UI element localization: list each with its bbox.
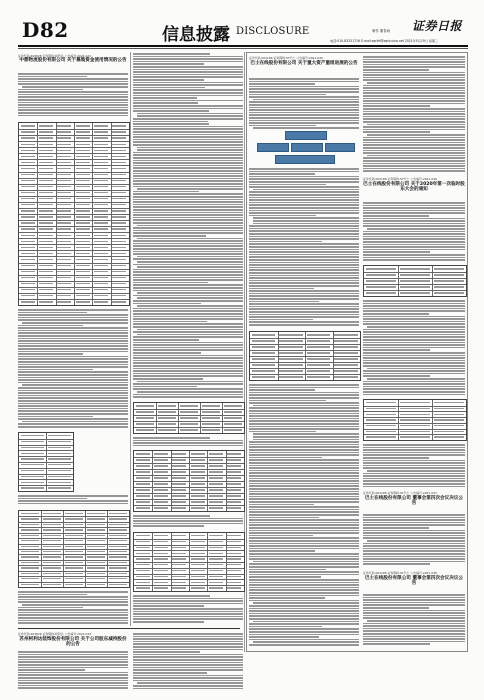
notice-body-text (18, 494, 128, 506)
page-number: D82 (22, 18, 69, 42)
diagram-node (325, 143, 355, 152)
notice-body-text (249, 383, 359, 645)
section-title-en: DISCLOSURE (236, 26, 310, 37)
notice-body-text (18, 72, 128, 118)
notice-title: 巴士在线股份有限公司 董事会第四次会议决议公告 (364, 496, 464, 507)
notice-body-text (133, 52, 243, 398)
notice-body-text (363, 201, 465, 261)
column-middle (133, 52, 243, 624)
notice-body-text (18, 308, 128, 428)
header-rule (18, 45, 468, 47)
notice-body-text (363, 513, 465, 567)
notice-title: 中都物流股份有限公司 关于募集资金使用情况的公告 (19, 58, 127, 63)
header-rule-thin (18, 48, 468, 49)
contact-line: 电话:010-83251716 E-mail:zqrb9@zqrb.sina.net 2021年5月19日 星期三 (330, 39, 439, 43)
masthead (0, 0, 484, 46)
notice-body-text (363, 593, 465, 647)
column-right-boxed (246, 52, 468, 652)
diagram-node (257, 143, 289, 152)
notice-body-text (363, 299, 465, 395)
data-table (18, 122, 130, 306)
data-table (133, 532, 245, 592)
right-inner-left (249, 55, 359, 649)
notice-body-text (133, 514, 243, 528)
bottom-rule (18, 628, 240, 629)
notice-body-text (133, 632, 243, 690)
diagram-node (285, 131, 327, 140)
bottom-notice-left (18, 632, 128, 690)
notice-body-text (249, 167, 359, 327)
data-table (133, 402, 245, 434)
notice-body-text (363, 443, 465, 487)
bottom-notice-middle (133, 632, 243, 690)
paper-logo: 证券日报 (412, 19, 463, 33)
data-table (133, 450, 245, 512)
notice-code-line: 证券代码:002188 证券简称:ST巴士 公告编号:2021-045 (249, 56, 323, 60)
notice-code-line: 证券代码:603828 证券简称:柯利达 公告编号:2021-023 (18, 54, 92, 58)
notice-title: 苏州柯利达装饰股份有限公司 关于公司股东减持股份的公告 (19, 637, 127, 648)
structure-diagram (255, 131, 353, 163)
notice-title: 巴士在线股份有限公司 董事会第四次会议决议公告 (364, 576, 464, 587)
notice-code-line: 证券代码:002188 证券简称:ST巴士 公告编号:2021-046 (363, 177, 437, 181)
column-divider (130, 52, 131, 626)
notice-code-line: 证券代码:002188 证券简称:ST巴士 公告编号:2021-047 (363, 491, 437, 495)
diagram-node (275, 155, 335, 164)
notice-body-text (363, 55, 465, 173)
notice-code-line: 证券代码:002188 证券简称:ST巴士 公告编号:2021-048 (363, 571, 437, 575)
notice-title: 巴士在线股份有限公司 关于重大资产重组进展的公告 (250, 61, 358, 66)
data-table (18, 510, 130, 588)
editor-line: 制作 董春雨 (372, 29, 391, 33)
column-left (18, 52, 128, 624)
notice-title: 巴士在线股份有限公司 关于2020年第一次临时股东大会的通知 (363, 182, 465, 193)
diagram-node (291, 143, 323, 152)
data-table (18, 432, 74, 492)
notice-body-text (133, 594, 243, 624)
notice-body-text (18, 590, 128, 624)
notice-body-text (18, 650, 128, 690)
data-table (363, 399, 467, 441)
data-table (249, 331, 361, 381)
section-title: 信息披露 (162, 25, 230, 45)
right-inner-right (363, 55, 465, 649)
notice-code-line: 证券代码:603828 证券简称:柯利达 公告编号:2021-024 (18, 632, 92, 636)
data-table (363, 265, 467, 297)
notice-body-text (249, 77, 359, 129)
notice-body-text (133, 436, 243, 446)
